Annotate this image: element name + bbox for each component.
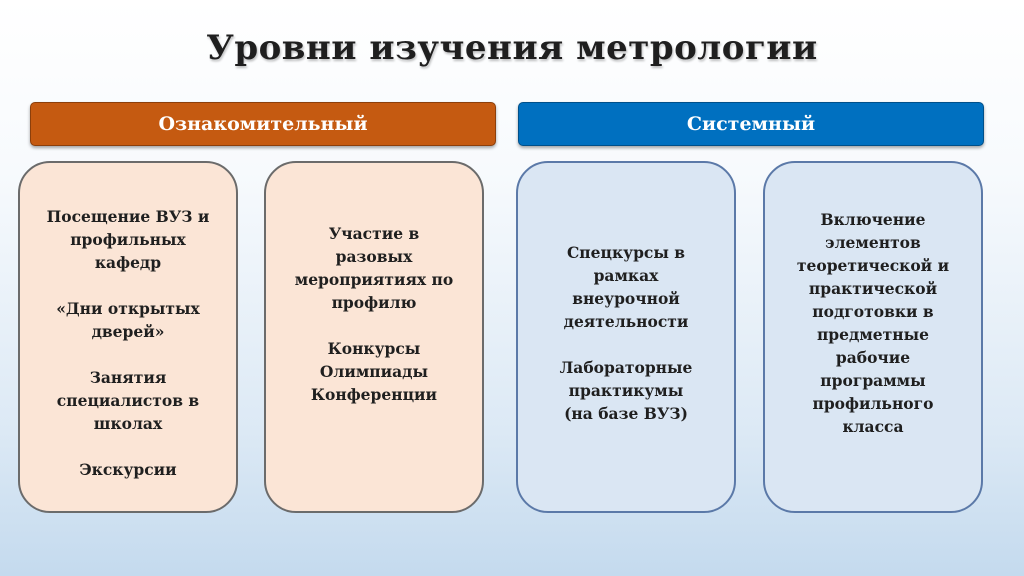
introductory-card-university-visits — [18, 161, 238, 513]
card-line: (на базе ВУЗ) — [564, 404, 688, 423]
card-line: рамках — [593, 266, 659, 285]
card-line: подготовки в — [812, 302, 934, 321]
card-line: деятельности — [563, 312, 689, 331]
card-line: Конференции — [310, 385, 438, 404]
card-line: специалистов в — [56, 391, 200, 410]
card-line: школах — [93, 414, 163, 433]
card-line: класса — [842, 417, 904, 436]
card-line: рабочие — [835, 348, 911, 367]
card-line: профильных — [70, 230, 186, 249]
card-line: «Дни открытых — [56, 299, 200, 318]
card-line: Посещение ВУЗ и — [46, 207, 210, 226]
card-line: профильного — [812, 394, 934, 413]
card-line: Конкурсы — [327, 339, 421, 358]
level-systemic-header: Системный — [518, 102, 984, 146]
card-line: Включение — [820, 210, 926, 229]
introductory-card-events — [264, 161, 484, 513]
card-line: Занятия — [89, 368, 167, 387]
card-text — [277, 222, 472, 406]
systemic-card-curriculum — [763, 161, 983, 513]
card-line: предметные — [816, 325, 930, 344]
card-line: Лабораторные — [559, 358, 693, 377]
level-introductory-header: Ознакомительный — [30, 102, 496, 146]
card-line: разовых — [335, 247, 413, 266]
systemic-card-special-courses — [516, 161, 736, 513]
card-line: дверей» — [91, 322, 165, 341]
card-line: Олимпиады — [319, 362, 429, 381]
card-line: теоретической и — [796, 256, 950, 275]
card-text — [542, 241, 711, 425]
card-line: мероприятиях по — [294, 270, 454, 289]
card-text — [779, 208, 967, 438]
card-text — [29, 205, 228, 481]
card-line: кафедр — [94, 253, 162, 272]
card-line: Экскурсии — [79, 460, 177, 479]
card-line: профилю — [331, 293, 417, 312]
page-title: Уровни изучения метрологии — [206, 28, 818, 68]
card-line: практикумы — [568, 381, 684, 400]
card-line: элементов — [825, 233, 921, 252]
card-line: Спецкурсы в — [566, 243, 686, 262]
card-line: программы — [820, 371, 926, 390]
card-line: практической — [808, 279, 938, 298]
card-line: внеурочной — [572, 289, 680, 308]
card-line: Участие в — [328, 224, 420, 243]
